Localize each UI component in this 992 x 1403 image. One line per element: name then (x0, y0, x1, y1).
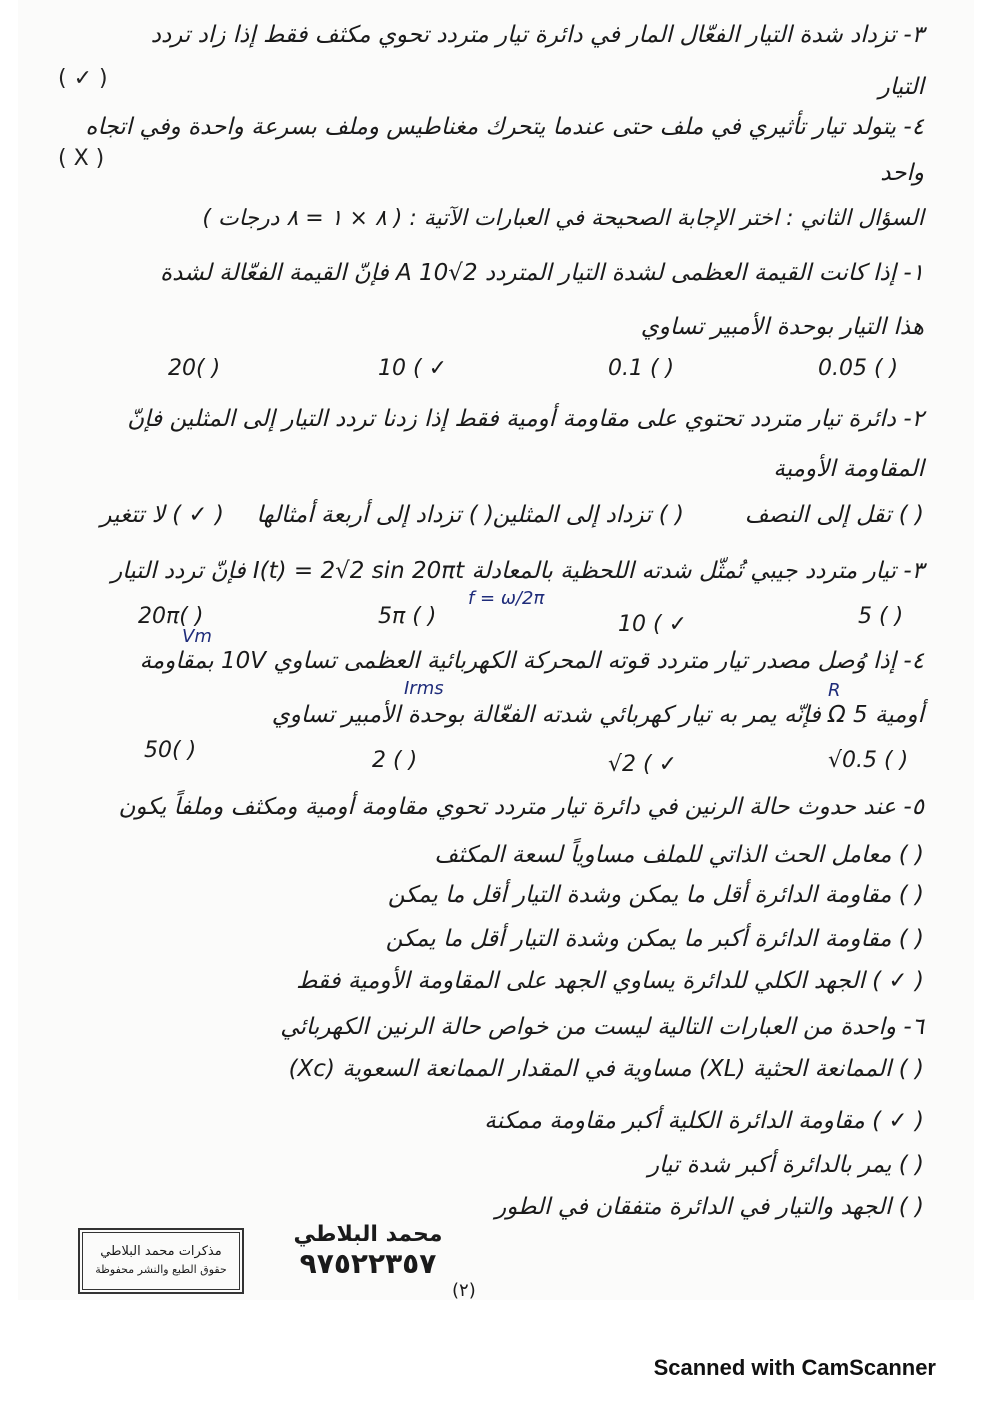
q2-item-6-stem: ٦- واحدة من العبارات التالية ليست من خواص حالة الرنين الكهربائي (280, 1014, 924, 1040)
q2-item-5-choice-a: ( ) معامل الحث الذاتي للملف مساوياً لسعة المكثف (434, 842, 924, 868)
page-number: (٢) (452, 1280, 476, 1301)
author-name: محمد البلاطي (293, 1222, 443, 1247)
q2-item-4-stem2: أومية Ω 5 فإنّه يمر به تيار كهربائي شدته الفعّالة بوحدة الأمبير تساوي (271, 702, 924, 728)
q2-item-2-option-a: ( ) تقل إلى النصف (744, 502, 924, 528)
q2-item-1-option-b: 10 ( ✓ (378, 356, 447, 381)
q2-item-3-option-a: 20π( ) (138, 604, 204, 629)
q1-item-4: ٤- يتولد تيار تأثيري في ملف حتى عندما يتحرك مغناطيس وملف بسرعة واحدة وفي اتجاه (85, 114, 924, 140)
q2-item-1-option-a: 20( ) (168, 356, 221, 381)
q1-item-4-cont: واحد (880, 160, 924, 186)
q2-item-6-choice-d: ( ) الجهد والتيار في الدائرة متفقان في الطور (495, 1194, 924, 1220)
q1-item-3-cont: التيار (878, 74, 924, 100)
q2-item-4-stem: ٤- إذا وُصل مصدر تيار متردد قوته المحركة الكهربائية العظمى تساوي 10V بمقاومة (139, 648, 924, 674)
stamp-line-2: حقوق الطبع والنشر محفوظة (95, 1263, 227, 1276)
q2-item-1-stem: ١- إذا كانت القيمة العظمى لشدة التيار المتردد A 10√2 فإنّ القيمة الفعّالة لشدة (160, 260, 924, 286)
q2-item-4-option-d: √0.5 ( ) (828, 748, 909, 773)
stamp-line-1: مذكرات محمد البلاطي (100, 1244, 222, 1259)
q2-item-4-option-c: √2 ( ✓ (608, 752, 678, 777)
q2-item-3-option-b: 5π ( ) (378, 604, 437, 629)
copyright-stamp (78, 1228, 244, 1294)
scanner-watermark: Scanned with CamScanner (653, 1355, 936, 1380)
q2-item-3-option-d: 5 ( ) (858, 604, 904, 629)
q2-item-3-option-c: 10 ( ✓ (618, 612, 687, 637)
q2-item-6-choice-c: ( ) يمر بالدائرة أكبر شدة تيار (647, 1152, 924, 1178)
q2-item-4-option-a: 50( ) (144, 738, 197, 763)
scanned-page (18, 0, 974, 1300)
q2-item-5-choice-c: ( ) مقاومة الدائرة أكبر ما يمكن وشدة التيار أقل ما يمكن (385, 926, 924, 952)
q2-item-2-option-c: ( ) تزداد إلى أربعة أمثالها (256, 502, 494, 528)
q1-item-3-answer: ( ✓ ) (58, 66, 108, 91)
author-signature (288, 1222, 448, 1280)
q2-item-4-note-irms: Irms (404, 678, 444, 699)
author-phone: ٩٧٥٢٢٣٥٧ (299, 1247, 437, 1280)
q2-item-6-choice-a: ( ) الممانعة الحثية (XL) مساوية في المقدار الممانعة السعوية (Xc) (288, 1056, 924, 1082)
q2-item-4-note-r: R (828, 680, 841, 701)
q2-item-2-stem2: المقاومة الأومية (773, 456, 924, 482)
q2-item-1-stem2: هذا التيار بوحدة الأمبير تساوي (640, 314, 924, 340)
q2-item-2-option-b: ( ) تزداد إلى المثلين (492, 502, 684, 528)
q2-item-2-option-d: ( ✓ ) لا تتغير (100, 502, 224, 528)
q2-item-1-option-d: 0.05 ( ) (818, 356, 899, 381)
q2-item-5-choice-b: ( ) مقاومة الدائرة أقل ما يمكن وشدة التيار أقل ما يمكن (387, 882, 924, 908)
q2-item-3-note: f = ω/2π (468, 588, 545, 609)
q2-item-1-option-c: 0.1 ( ) (608, 356, 675, 381)
q2-item-2-stem: ٢- دائرة تيار متردد تحتوي على مقاومة أومية فقط إذا زدنا تردد التيار إلى المثلين فإنّ (127, 406, 924, 432)
q2-item-6-choice-b: ( ✓ ) مقاومة الدائرة الكلية أكبر مقاومة ممكنة (484, 1108, 924, 1134)
q1-item-4-answer: ( X ) (58, 146, 105, 171)
q1-item-3: ٣- تزداد شدة التيار الفعّال المار في دائرة تيار متردد تحوي مكثف فقط إذا زاد تردد (150, 22, 924, 48)
q2-item-4-option-b: 2 ( ) (372, 748, 418, 773)
q2-item-5-stem: ٥- عند حدوث حالة الرنين في دائرة تيار متردد تحوي مقاومة أومية ومكثف وملفاً يكون (118, 794, 924, 820)
q2-item-4-note-vm: Vm (182, 626, 212, 647)
q2-item-5-choice-d: ( ✓ ) الجهد الكلي للدائرة يساوي الجهد على المقاومة الأومية فقط (296, 968, 924, 994)
q2-heading: السؤال الثاني : اختر الإجابة الصحيحة في العبارات الآتية : ( ٨ × ١ = ٨ درجات ) (202, 206, 924, 231)
q2-item-3-stem: ٣- تيار متردد جيبي تُمثّل شدته اللحظية بالمعادلة I(t) = 2√2 sin 20πt فإنّ تردد التيار (111, 558, 924, 584)
